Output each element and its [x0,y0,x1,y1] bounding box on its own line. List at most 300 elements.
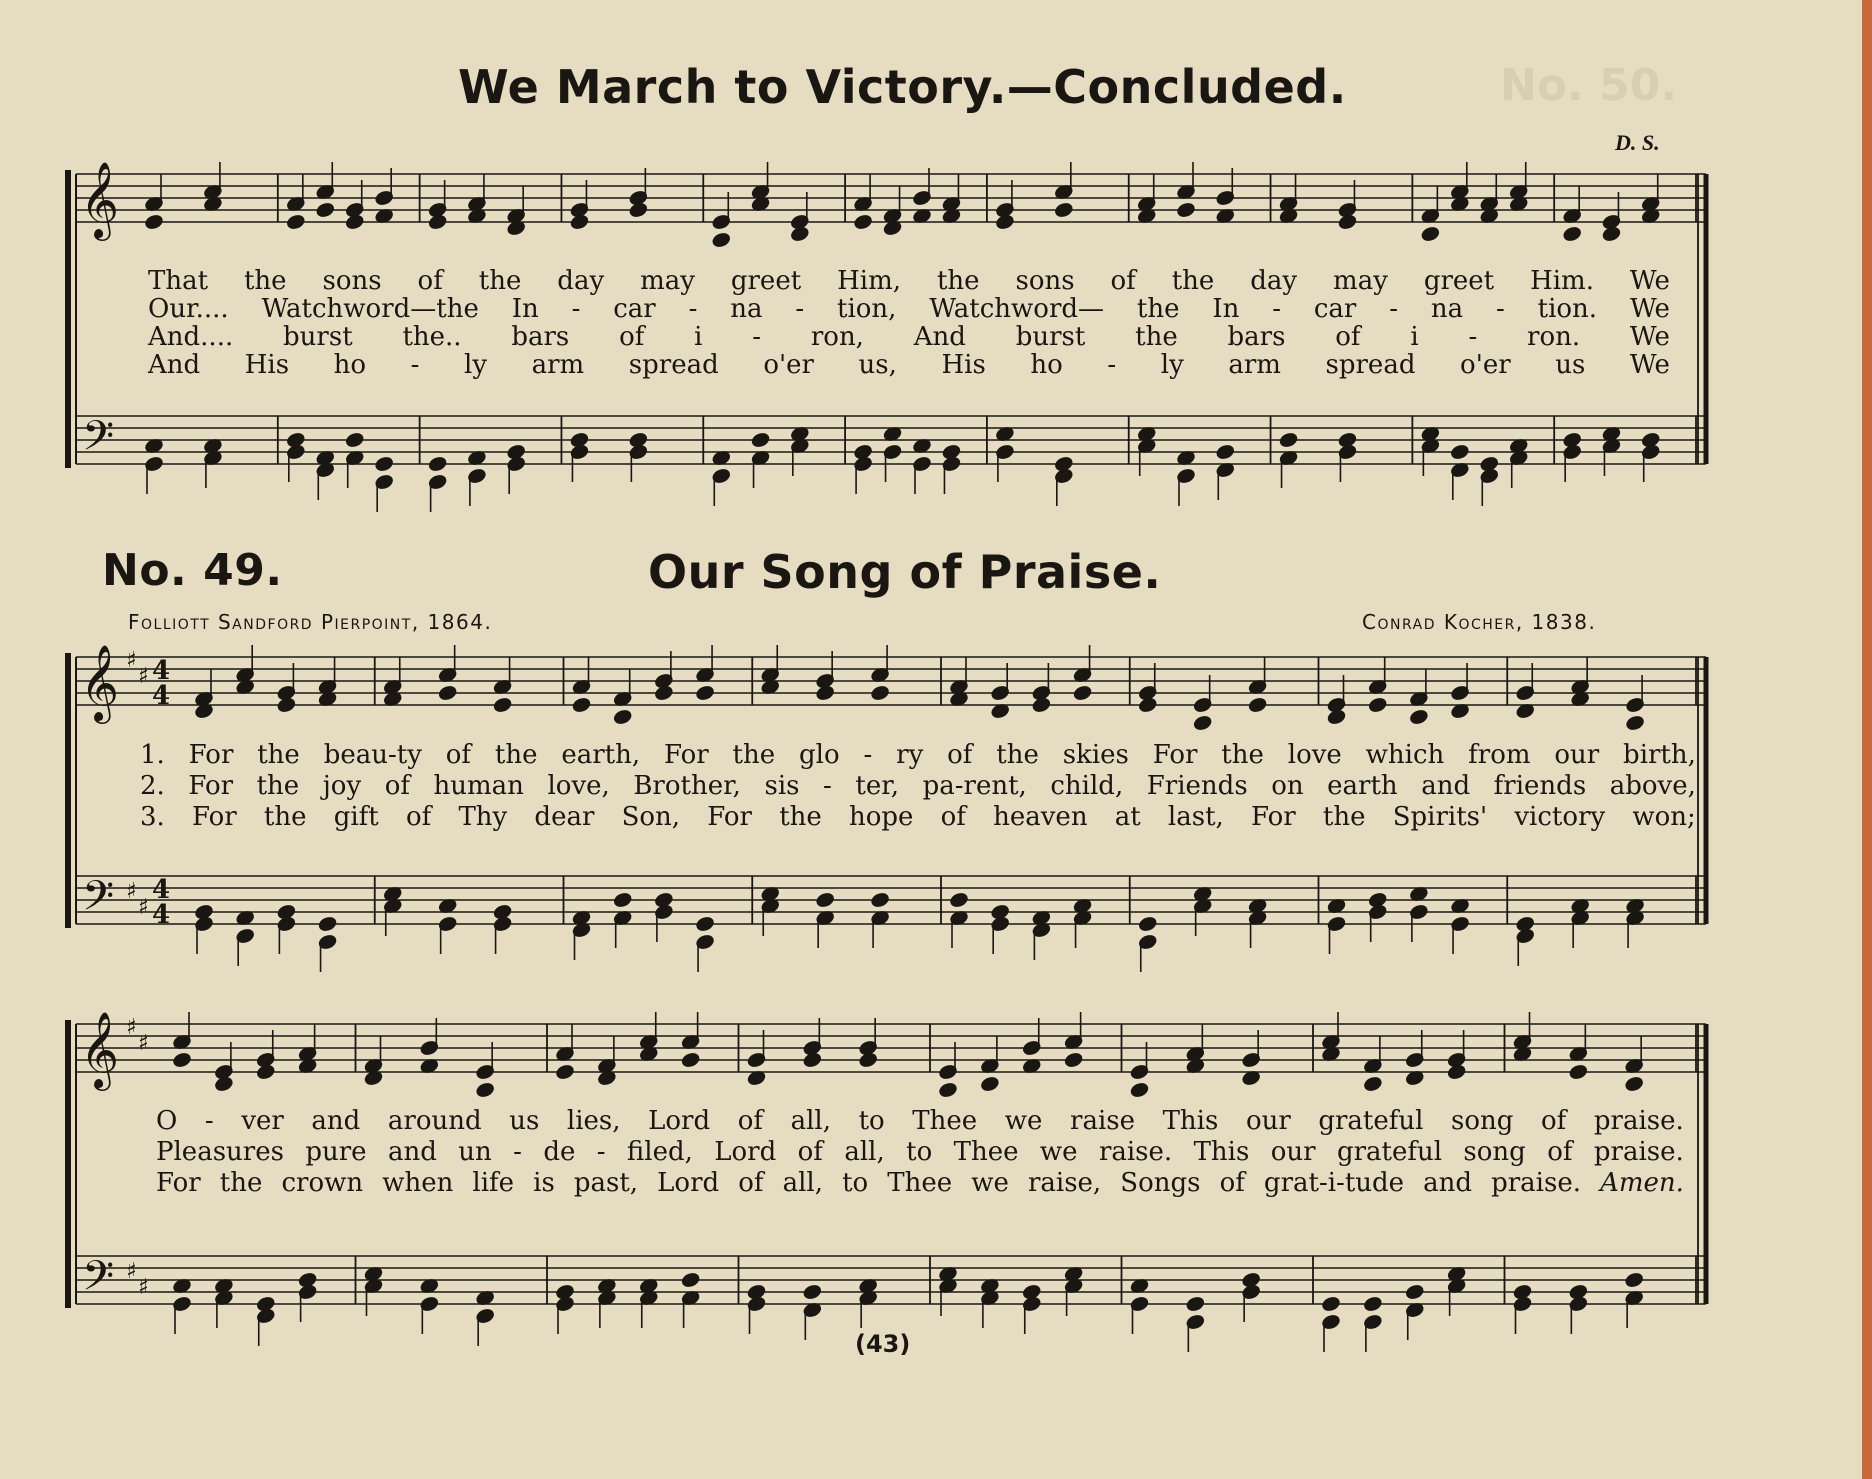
bass-clef: 𝄢 [82,1252,115,1310]
lyric-word: and [311,1106,361,1136]
lyric-word: day [557,266,605,296]
lyric-word: skies [1062,740,1129,770]
note [696,685,715,701]
note [1625,1076,1644,1092]
lyric-word: friends [1493,771,1587,801]
time-signature: 4 [152,875,171,905]
lyric-word: earth, [561,740,641,770]
lyric-word: We [1629,322,1670,352]
lyric-word: of [1541,1106,1567,1136]
note [950,892,969,908]
lyric-word: In [1212,294,1240,324]
lyric-word: For [1152,740,1198,770]
lyric-word: In [511,294,539,324]
lyric-word: For [707,802,752,832]
note [1177,202,1196,218]
note [654,685,673,701]
lyric-word: the [1171,266,1215,296]
lyric-word: - [513,1137,522,1167]
lyric-word: love [1287,740,1342,770]
hymn-number: No. 49. [102,545,283,596]
lyric-word: all, [790,1106,831,1136]
note [1216,444,1235,460]
lyric-word: dear [534,802,595,832]
lyric-word: praise. [1491,1168,1581,1198]
note [345,214,364,230]
note [375,456,394,472]
lyric-word: and [1421,771,1471,801]
note [1368,697,1387,713]
note [1193,715,1212,731]
note [681,1272,700,1288]
lyric-word: and [387,1137,437,1167]
lyric-word: Watchword—the [261,294,479,324]
lyric-word: which [1365,740,1445,770]
note [613,709,632,725]
lyric-word: of [947,740,973,770]
lyric-word: For [1251,802,1296,832]
lyric-word: ry [896,740,924,770]
lyric-word: on [1271,771,1304,801]
lyric-word: song [1451,1106,1514,1136]
lyricist-credit: Folliott Sandford Pierpoint, 1864. [128,610,493,634]
lyric-word: This [1162,1106,1219,1136]
lyric-word: sons [322,266,382,296]
note [1054,202,1073,218]
note [1363,1296,1382,1312]
note [1186,1296,1205,1312]
lyric-word: Watchword— [929,294,1105,324]
note [1073,685,1092,701]
lyric-word: victory [1514,802,1606,832]
lyric-word: to [906,1137,933,1167]
note [629,202,648,218]
lyric-word: i [694,322,703,352]
lyric-word: grateful [1318,1106,1424,1136]
note [556,1064,575,1080]
lyric-word: We [1629,266,1670,296]
lyric-word: We [1629,350,1670,380]
lyric-word: - [795,294,805,324]
sharp-sign: ♯ [138,1275,149,1300]
note [980,1076,999,1092]
lyric-word: us [509,1106,540,1136]
note [939,1082,958,1098]
lyric-word: beau-ty [323,740,422,770]
hymn-title: Our Song of Praise. [648,545,1162,599]
note [1138,916,1157,932]
lyric-word: ron, [810,322,864,352]
sharp-sign: ♯ [126,879,137,904]
lyric-word: the [263,802,307,832]
lyric-word: us [1555,350,1586,380]
lyric-word: last, [1167,802,1224,832]
lyric-word: And [148,350,201,380]
page-number: (43) [855,1330,911,1358]
composer-credit: Conrad Kocher, 1838. [1362,610,1597,634]
lyric-word: song [1463,1137,1526,1167]
note [1322,1296,1341,1312]
lyric-word: - [688,294,698,324]
note [256,1064,275,1080]
note [613,892,632,908]
lyric-word: burst [1015,322,1086,352]
lyric-word: o'er [763,350,814,380]
lyric-word: 2. [140,771,165,801]
lyric-word: to [858,1106,885,1136]
sharp-sign: ♯ [138,664,149,689]
note [1421,226,1440,242]
lyric-word: the [779,802,822,832]
lyric-word: ho [1030,350,1063,380]
lyric-word: Spirits' [1392,802,1488,832]
sharp-sign: ♯ [138,895,149,920]
lyric-word: car [613,294,656,324]
lyric-word: ron. [1527,322,1581,352]
lyric-line [148,352,1670,378]
lyric-word: - [823,771,832,801]
lyric-word: Friends [1146,771,1248,801]
lyric-word: For [188,740,234,770]
lyric-word: That [148,266,209,296]
lyric-word: lies, [566,1106,621,1136]
lyric-word: may [1333,266,1388,296]
note [476,1082,495,1098]
note [803,1284,822,1300]
lyric-word: filed, [626,1137,693,1167]
note [995,214,1014,230]
lyric-word: - [1495,294,1505,324]
lyric-word: sis [764,771,800,801]
lyric-word: For [156,1168,201,1198]
page-edge [1862,0,1872,1479]
lyric-word: de [543,1137,576,1167]
note [1130,1082,1149,1098]
lyric-word: praise. [1593,1137,1684,1167]
lyric-line [148,324,1670,350]
lyric-word: For [663,740,709,770]
lyric-word: day [1250,266,1298,296]
lyric-line [140,742,1696,768]
note [1138,697,1157,713]
note [493,697,512,713]
lyric-word: ly [464,350,488,380]
lyric-word: 1. [140,740,165,770]
lyric-word: won; [1632,802,1696,832]
lyric-word: This [1193,1137,1250,1167]
lyric-word: the [936,266,980,296]
lyric-word: the [1322,802,1366,832]
note [712,232,731,248]
lyric-word: greet [730,266,802,296]
lyric-word: us, [858,350,897,380]
lyric-word: the [732,740,776,770]
lyric-word: child, [1050,771,1124,801]
lyric-word: grateful [1336,1137,1443,1167]
lyric-word: sons [1015,266,1075,296]
lyric-word: ly [1160,350,1184,380]
lyric-word: of [1219,1168,1245,1198]
lyric-word: to [842,1168,869,1198]
note [1450,444,1469,460]
lyric-word: gift [333,802,379,832]
note [1602,226,1621,242]
bass-clef: 𝄢 [82,872,115,930]
lyric-word: the [996,740,1039,770]
lyric-word: we [1039,1137,1078,1167]
lyric-word: of [619,322,645,352]
lyric-word: un [458,1137,492,1167]
sharp-sign: ♯ [138,1031,149,1056]
lyric-word: all, [844,1137,885,1167]
note [681,1052,700,1068]
lyric-word: spread [1325,350,1416,380]
lyric-word: - [1107,350,1117,380]
lyric-word: of [797,1137,823,1167]
lyric-word: pa-rent, [922,771,1027,801]
note [816,685,835,701]
lyric-word: and [1423,1168,1473,1198]
lyric-word: we [971,1168,1009,1198]
lyric-word: i [1410,322,1419,352]
lyric-word: the [478,266,522,296]
lyric-line [156,1139,1684,1165]
sharp-sign: ♯ [126,648,137,673]
lyric-word: Son, [621,802,681,832]
lyric-word: We [1629,294,1670,324]
lyric-word: of [405,802,432,832]
lyric-word: Pleasures [156,1137,284,1167]
note [1248,697,1267,713]
lyric-word: - [1468,322,1478,352]
lyric-word: Thee [887,1168,953,1198]
lyric-word: raise. [1098,1137,1173,1167]
note [859,1052,878,1068]
lyric-word: bars [1227,322,1286,352]
lyric-word: of [1110,266,1136,296]
note [1064,1052,1083,1068]
note [751,432,770,448]
lyric-word: spread [628,350,719,380]
note [1338,214,1357,230]
lyric-word: of [445,740,472,770]
note [790,226,809,242]
note [145,214,164,230]
lyric-word: - [204,1106,214,1136]
note [1625,1272,1644,1288]
lyric-line [140,773,1696,799]
lyric-word: ho [333,350,367,380]
lyric-word: - [1272,294,1281,324]
note [438,685,457,701]
lyric-word: bars [511,322,570,352]
lyric-word: the [494,740,538,770]
lyric-word: His [941,350,986,380]
lyric-word: tion. [1537,294,1598,324]
note [1569,1064,1588,1080]
lyric-word: Him, [837,266,902,296]
lyric-word: of [940,802,966,832]
lyric-line [148,296,1670,322]
note [428,214,447,230]
time-signature: 4 [152,681,171,711]
lyric-word: ter, [855,771,900,801]
lyric-word: Thee [912,1106,978,1136]
note [816,892,835,908]
lyric-word: the [1136,294,1180,324]
note [572,697,591,713]
lyric-word: And [913,322,966,352]
lyric-word: when [382,1168,454,1198]
note [1626,715,1645,731]
lyric-word: - [752,322,762,352]
lyric-word: 3. [140,802,165,832]
note [696,916,715,932]
note [173,1052,192,1068]
note [277,697,296,713]
note [286,214,305,230]
lyric-line [156,1170,1684,1196]
note [428,456,447,472]
lyric-word: - [863,740,873,770]
lyric-word: raise [1070,1106,1135,1136]
lyric-word: raise, [1027,1168,1102,1198]
lyric-word: burst [283,322,353,352]
lyric-word: life [472,1168,515,1198]
lyric-word: na [1430,294,1464,324]
lyric-word: around [387,1106,482,1136]
lyric-word: of [737,1106,763,1136]
lyric-word: na [730,294,763,324]
time-signature: 4 [152,900,171,930]
note [871,892,890,908]
time-signature: 4 [152,656,171,686]
ds-marking: D. S. [1615,130,1660,155]
bass-clef: 𝄢 [82,412,115,470]
lyric-word: praise. [1593,1106,1684,1136]
lyric-word: - [596,1137,606,1167]
note [1327,709,1346,725]
note [1563,226,1582,242]
lyric-word: the [243,266,287,296]
lyric-line [148,268,1670,294]
lyric-word: car [1313,294,1357,324]
lyric-word: arm [1228,350,1281,380]
lyric-word: o'er [1460,350,1511,380]
lyric-word: all, [782,1168,823,1198]
amen-text: Amen. [1600,1168,1684,1198]
note [854,214,873,230]
note [345,432,364,448]
lyric-word: His [244,350,290,380]
lyric-word: ver [241,1106,284,1136]
note [1032,697,1051,713]
lyric-word: Lord [657,1168,720,1198]
lyric-word: our [1270,1137,1316,1167]
lyric-word: Him. [1530,266,1594,296]
lyric-word: Brother, [633,771,741,801]
lyric-word: Our.... [148,294,229,324]
lyric-word: the [219,1168,263,1198]
lyric-word: tion, [837,294,897,324]
lyric-word: joy [322,771,362,801]
lyric-word: O [156,1106,178,1136]
note [1409,709,1428,725]
lyric-word: pure [305,1137,367,1167]
lyric-word: of [417,266,443,296]
lyric-word: of [738,1168,764,1198]
lyric-word: grat-i-tude [1263,1168,1405,1198]
note [214,1076,233,1092]
lyric-word: - [571,294,581,324]
lyric-word: Lord [648,1106,711,1136]
lyric-word: at [1114,802,1141,832]
lyric-word: may [640,266,695,296]
lyric-word: of [1335,322,1361,352]
lyric-word: our [1554,740,1600,770]
lyric-word: of [1547,1137,1573,1167]
note [318,916,337,932]
lyric-word: we [1004,1106,1043,1136]
lyric-word: hope [848,802,914,832]
lyric-word: - [1389,294,1399,324]
lyric-word: the [257,740,300,770]
lyric-word: of [384,771,410,801]
treble-clef: 𝄞 [80,644,120,721]
sharp-sign: ♯ [126,1259,137,1284]
lyric-word: crown [281,1168,364,1198]
lyric-word: Thee [953,1137,1019,1167]
lyric-line [156,1108,1684,1134]
lyric-word: Songs [1120,1168,1201,1198]
lyric-word: the.. [402,322,462,352]
note [1363,1076,1382,1092]
lyric-word: above, [1609,771,1696,801]
lyric-word: the [1221,740,1264,770]
note [1279,432,1298,448]
lyric-word: For [188,771,234,801]
note [570,214,589,230]
lyric-word: Lord [714,1137,777,1167]
treble-clef: 𝄞 [80,161,120,238]
note [803,1052,822,1068]
lyric-word: Thy [458,802,508,832]
lyric-word: heaven [993,802,1088,832]
lyric-word: For [192,802,237,832]
lyric-word: our [1245,1106,1291,1136]
lyric-word: human [433,771,524,801]
lyric-word: from [1468,740,1531,770]
note [1405,1284,1424,1300]
previous-hymn-title: We March to Victory.—Concluded. [458,60,1347,114]
sharp-sign: ♯ [126,1015,137,1040]
lyric-word: And.... [148,322,234,352]
lyric-word: - [410,350,420,380]
note [316,202,335,218]
lyric-word: greet [1423,266,1495,296]
lyric-word: is [533,1168,555,1198]
lyric-word: birth, [1623,740,1696,770]
lyric-word: the [1135,322,1178,352]
bleed-through-text: No. 50. [1500,60,1678,111]
lyric-word: glo [799,740,840,770]
lyric-line [140,804,1696,830]
note [871,685,890,701]
lyric-word: arm [531,350,585,380]
lyric-word: the [256,771,300,801]
note [1447,1064,1466,1080]
treble-clef: 𝄞 [80,1011,120,1088]
